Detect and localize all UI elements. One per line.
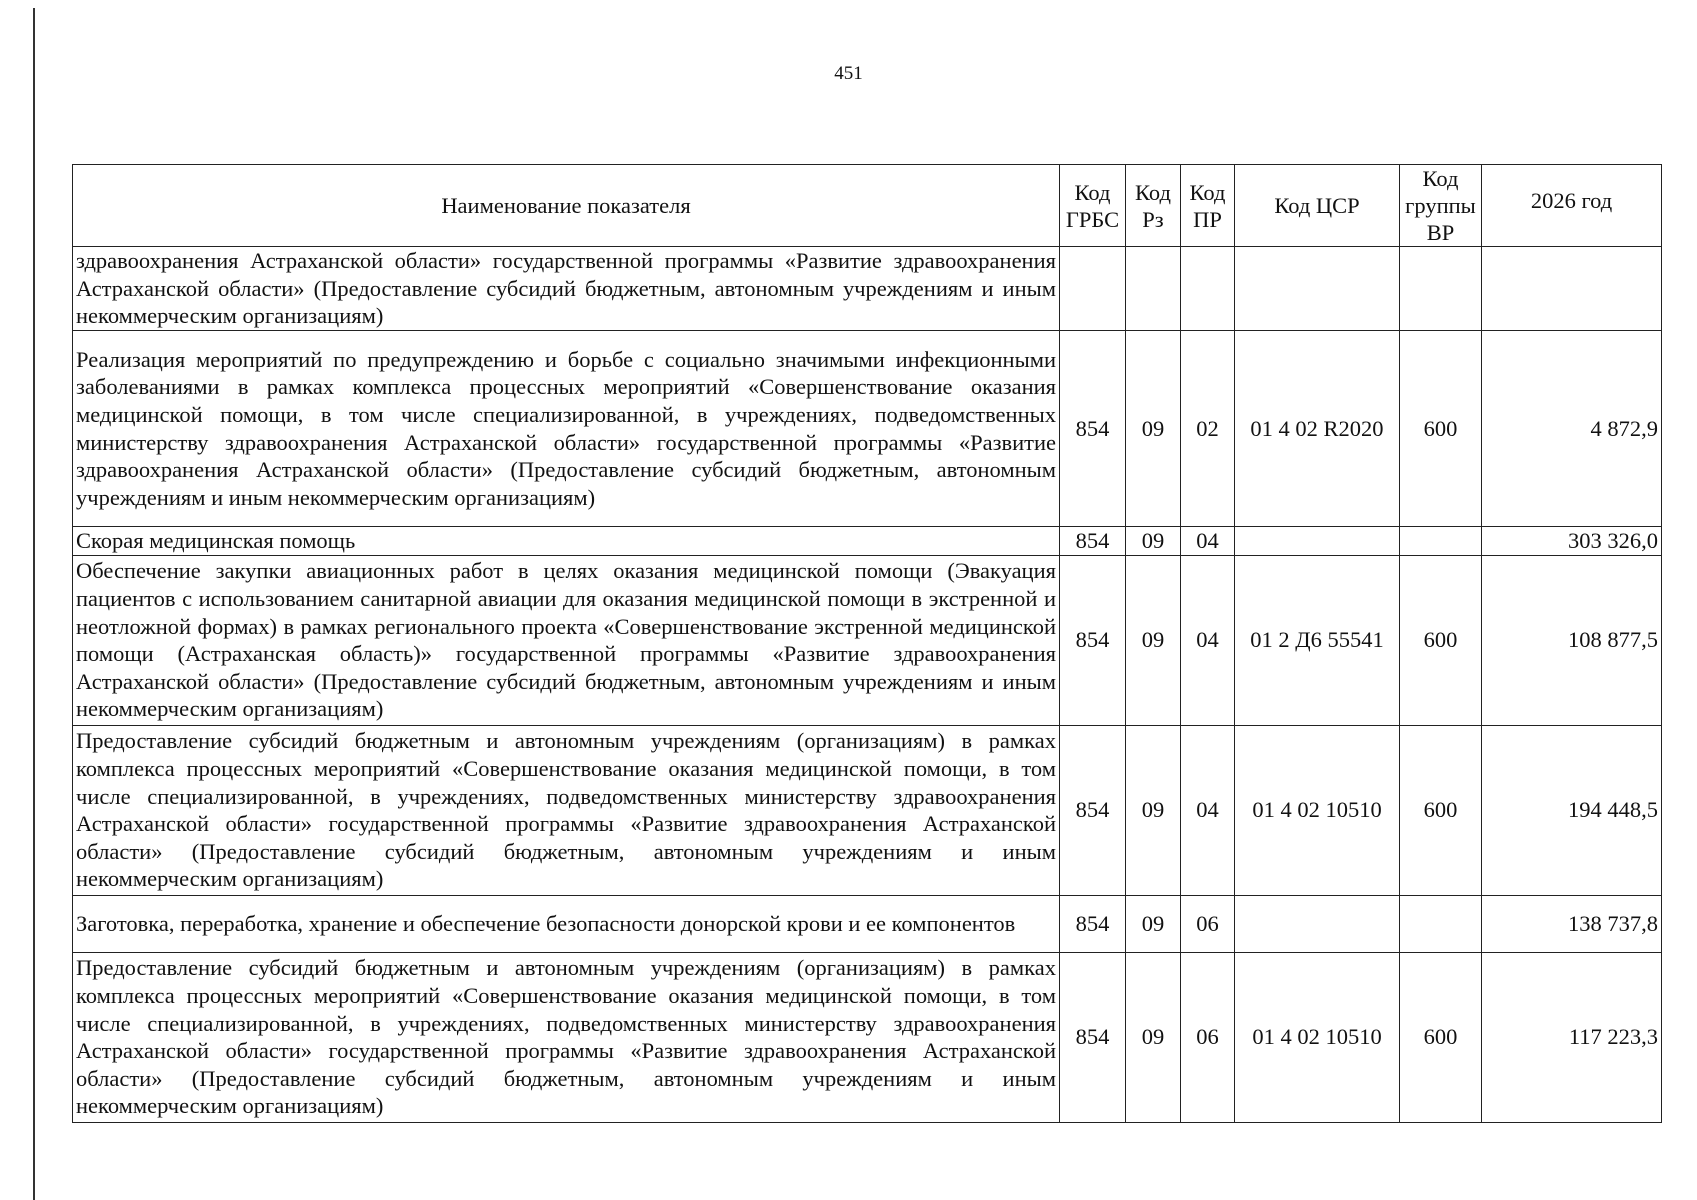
row-pr: 04 (1181, 527, 1235, 556)
row-pr: 02 (1181, 331, 1235, 527)
row-name: здравоохранения Астраханской области» государственной программы «Развитие здравоохранения Астраханской области» (Предоставление субсидий бюджетным, автономным учреждениям и иным некоммерческим организациям) (73, 247, 1060, 331)
row-amount: 194 448,5 (1482, 725, 1662, 895)
page-number: 451 (834, 63, 863, 84)
table-row (73, 555, 1662, 725)
table-row (73, 895, 1662, 952)
header-name: Наименование показателя (73, 165, 1060, 247)
header-year: 2026 год (1482, 165, 1662, 247)
row-rz: 09 (1126, 895, 1181, 952)
row-grbs: 854 (1060, 527, 1126, 556)
row-grbs: 854 (1060, 555, 1126, 725)
row-pr: 06 (1181, 895, 1235, 952)
row-vr (1400, 527, 1482, 556)
row-rz: 09 (1126, 725, 1181, 895)
row-amount (1482, 247, 1662, 331)
binding-margin-line (33, 8, 35, 1200)
row-name: Предоставление субсидий бюджетным и автономным учреждениям (организациям) в рамках комплекса процессных мероприятий «Совершенствование оказания медицинской помощи, в том числе специализированной, в учреждениях, подведомственных министерству здравоохранения Астраханской области» государственной программы «Развитие здравоохранения Астраханской области» (Предоставление субсидий бюджетным, автономным учреждениям и иным некоммерческим организациям) (73, 952, 1060, 1122)
row-pr (1181, 247, 1235, 331)
header-pr: Код ПР (1181, 165, 1235, 247)
row-amount: 108 877,5 (1482, 555, 1662, 725)
row-vr: 600 (1400, 331, 1482, 527)
row-csr: 01 2 Д6 55541 (1235, 555, 1400, 725)
row-vr: 600 (1400, 952, 1482, 1122)
row-name: Реализация мероприятий по предупреждению и борьбе с социально значимыми инфекционными заболеваниями в рамках комплекса процессных мероприятий «Совершенствование оказания медицинской помощи, в том числе специализированной, в учреждениях, подведомственных министерству здравоохранения Астраханской области» государственной программы «Развитие здравоохранения Астраханской области» (Предоставление субсидий бюджетным, автономным учреждениям и иным некоммерческим организациям) (73, 331, 1060, 527)
header-vr: Код группы ВР (1400, 165, 1482, 247)
row-csr: 01 4 02 10510 (1235, 725, 1400, 895)
row-name: Заготовка, переработка, хранение и обеспечение безопасности донорской крови и ее компонентов (73, 895, 1060, 952)
row-vr: 600 (1400, 555, 1482, 725)
row-amount: 138 737,8 (1482, 895, 1662, 952)
row-pr: 04 (1181, 725, 1235, 895)
row-csr (1235, 895, 1400, 952)
row-grbs: 854 (1060, 952, 1126, 1122)
header-rz: Код Рз (1126, 165, 1181, 247)
row-amount: 4 872,9 (1482, 331, 1662, 527)
header-row (73, 165, 1662, 247)
row-vr (1400, 895, 1482, 952)
row-amount: 303 326,0 (1482, 527, 1662, 556)
row-rz (1126, 247, 1181, 331)
row-csr: 01 4 02 10510 (1235, 952, 1400, 1122)
row-vr (1400, 247, 1482, 331)
table-row (73, 247, 1662, 331)
row-name: Предоставление субсидий бюджетным и автономным учреждениям (организациям) в рамках комплекса процессных мероприятий «Совершенствование оказания медицинской помощи, в том числе специализированной, в учреждениях, подведомственных министерству здравоохранения Астраханской области» государственной программы «Развитие здравоохранения Астраханской области» (Предоставление субсидий бюджетным, автономным учреждениям и иным некоммерческим организациям) (73, 725, 1060, 895)
row-name: Обеспечение закупки авиационных работ в целях оказания медицинской помощи (Эвакуация пациентов с использованием санитарной авиации для оказания медицинской помощи в экстренной и неотложной формах) в рамках регионального проекта «Совершенствование экстренной медицинской помощи (Астраханская область)» государственной программы «Развитие здравоохранения Астраханской области» (Предоставление субсидий бюджетным, автономным учреждениям и иным некоммерческим организациям) (73, 555, 1060, 725)
row-name: Скорая медицинская помощь (73, 527, 1060, 556)
row-pr: 04 (1181, 555, 1235, 725)
row-vr: 600 (1400, 725, 1482, 895)
row-rz: 09 (1126, 555, 1181, 725)
row-csr (1235, 247, 1400, 331)
row-rz: 09 (1126, 952, 1181, 1122)
row-grbs: 854 (1060, 895, 1126, 952)
row-grbs (1060, 247, 1126, 331)
row-rz: 09 (1126, 331, 1181, 527)
table-row (73, 725, 1662, 895)
row-csr (1235, 527, 1400, 556)
table-row (73, 527, 1662, 556)
table-row (73, 331, 1662, 527)
row-grbs: 854 (1060, 331, 1126, 527)
table-row (73, 952, 1662, 1122)
header-grbs: Код ГРБС (1060, 165, 1126, 247)
budget-table (72, 164, 1662, 1123)
row-pr: 06 (1181, 952, 1235, 1122)
header-csr: Код ЦСР (1235, 165, 1400, 247)
row-grbs: 854 (1060, 725, 1126, 895)
row-csr: 01 4 02 R2020 (1235, 331, 1400, 527)
row-amount: 117 223,3 (1482, 952, 1662, 1122)
row-rz: 09 (1126, 527, 1181, 556)
